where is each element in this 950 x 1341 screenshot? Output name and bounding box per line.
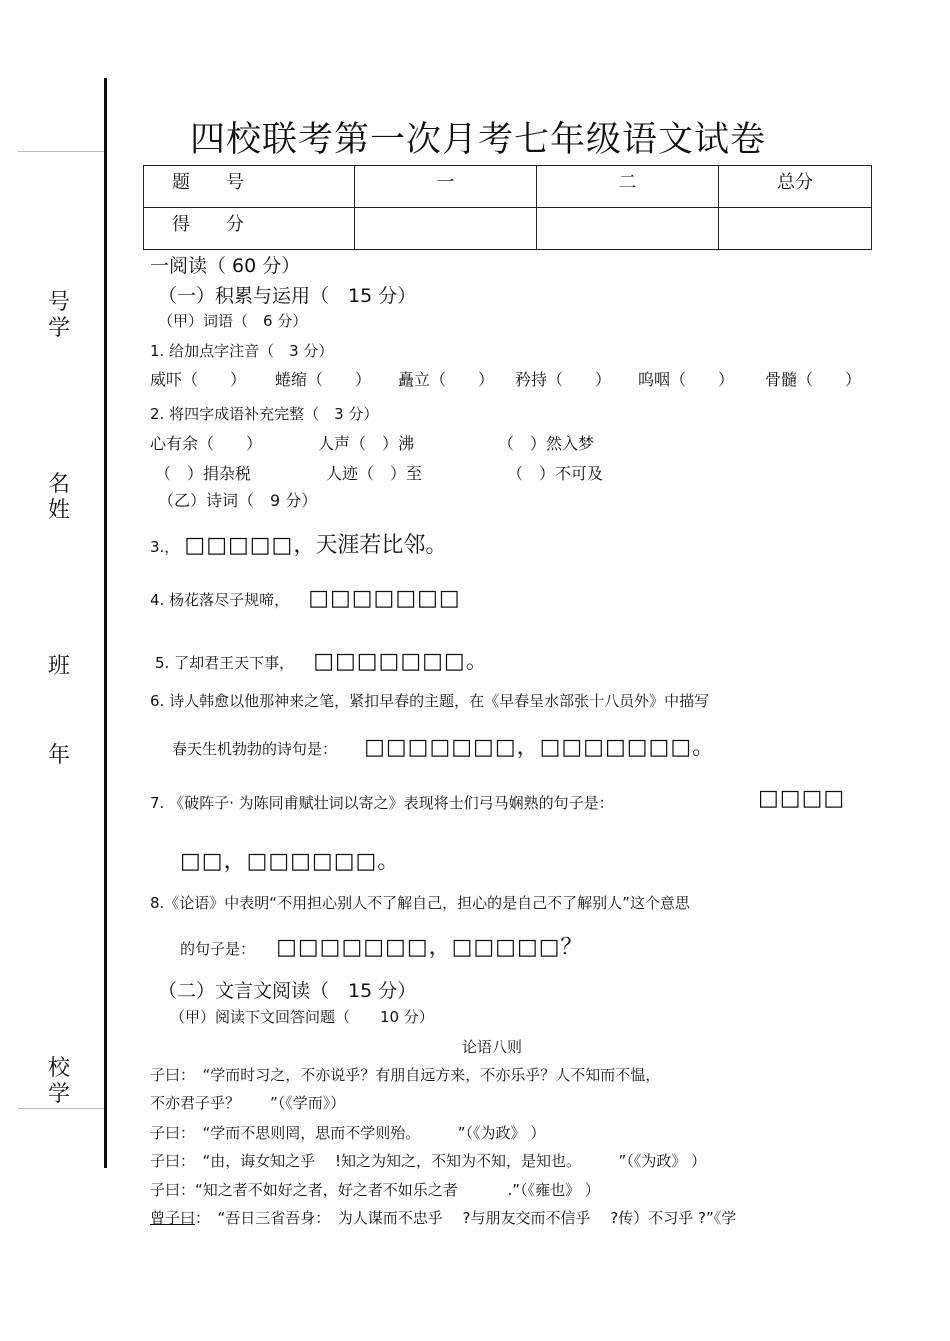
- question-8: 8.《论语》中表明“不用担心别人不了解自己，担心的是自己不了解别人”这个意思: [150, 894, 690, 912]
- q2-item: 人声（ ）沸: [318, 434, 415, 453]
- q2-item: 人迹（ ）至: [326, 464, 423, 483]
- answer-boxes[interactable]: □□□□□□□。: [313, 649, 489, 674]
- passage-line: 子曰：“知之者不如好之者，好之者不如乐之者 .”（《雍也》 ）: [150, 1181, 600, 1199]
- q2-item: 心有余（ ）: [150, 434, 263, 453]
- question-2: 2. 将四字成语补充完整（ 3 分）: [150, 405, 379, 423]
- sidebar-label-name: 名姓: [47, 472, 70, 523]
- margin-rule-top: [18, 151, 104, 152]
- q2-item: （ ）捐杂税: [155, 464, 252, 483]
- page-title: 四校联考第一次月考七年级语文试卷: [190, 120, 767, 160]
- sidebar-label-grade: 年: [47, 743, 70, 768]
- subsection-vocab-heading: （甲）词语（ 6 分）: [158, 312, 308, 330]
- question-4: 4. 杨花落尽子规啼， □□□□□□□: [150, 586, 461, 611]
- passage-line: 子曰： “学而时习之，不亦说乎？有朋自远方来，不亦乐乎？人不知而不愠，: [150, 1066, 661, 1084]
- score-table: [143, 165, 872, 250]
- margin-rule-bottom: [18, 1108, 104, 1109]
- score-cell-part2[interactable]: [537, 208, 719, 250]
- speaker-zengzi: 曾子曰: [150, 1209, 196, 1227]
- q1-item: 骨髓（ ）: [765, 370, 862, 389]
- score-cell-part1[interactable]: [355, 208, 537, 250]
- question-6: 6. 诗人韩愈以他那神来之笔，紧扣早春的主题，在《早春呈水部张十八员外》中描写: [150, 692, 710, 710]
- question-6-answer-line: 春天生机勃勃的诗句是： □□□□□□□，□□□□□□□。: [172, 735, 716, 760]
- binding-line: [104, 78, 107, 1168]
- score-table-row-label: 得 分: [144, 208, 355, 250]
- q1-item: 矗立（ ）: [398, 370, 495, 389]
- question-3: 3.， □□□□□，天涯若比邻。: [150, 533, 448, 558]
- passage-line: 子曰： “由，诲女知之乎 !知之为知之，不知为不知，是知也。 ”（《为政》 ）: [150, 1152, 707, 1170]
- score-table-header-cell: 一: [355, 166, 537, 208]
- passage-title: 论语八则: [462, 1038, 523, 1056]
- sidebar-label-school: 校学: [47, 1056, 70, 1107]
- q1-item: 矜持（ ）: [515, 370, 612, 389]
- answer-boxes[interactable]: □□□□□□□，□□□□□□□。: [364, 735, 716, 760]
- q1-item: 呜咽（ ）: [638, 370, 735, 389]
- sidebar-label-student-number: 号学: [47, 290, 70, 341]
- passage-line: 曾子曰： “吾日三省吾身： 为人谋而不忠乎 ?与朋友交而不信乎 ?传）不习乎 ?”《学: [150, 1209, 737, 1227]
- sidebar-label-class: 班: [47, 654, 70, 679]
- score-table-header-cell: 二: [537, 166, 719, 208]
- answer-boxes[interactable]: □□□□□□□: [308, 586, 461, 611]
- question-7: 7. 《破阵子· 为陈同甫赋壮词以寄之》表现将士们弓马娴熟的句子是：: [150, 794, 614, 812]
- subsection-classical-jia: （甲）阅读下文回答问题（ 10 分）: [170, 1008, 434, 1026]
- section-classical-heading: （二）文言文阅读（ 15 分）: [158, 980, 417, 1002]
- q1-item: 蜷缩（ ）: [275, 370, 372, 389]
- answer-boxes[interactable]: □□□□□: [184, 533, 294, 558]
- score-cell-total[interactable]: [719, 208, 872, 250]
- score-table-header-cell: 题 号: [144, 166, 355, 208]
- subsection-poetry-heading: （乙）诗词（ 9 分）: [158, 491, 318, 510]
- question-1: 1. 给加点字注音（ 3 分）: [150, 342, 334, 360]
- answer-boxes[interactable]: □□□□: [758, 786, 846, 811]
- score-table-score-row: [144, 208, 872, 250]
- score-table-header-cell: 总分: [719, 166, 872, 208]
- passage-line: 子曰： “学而不思则罔，思而不学则殆。 ”（《为政》 ）: [150, 1124, 546, 1142]
- q2-item: （ ）不可及: [507, 464, 604, 483]
- q2-item: （ ）然入梦: [498, 434, 595, 453]
- question-8-answer-line: 的句子是： □□□□□□□，□□□□□？: [180, 935, 584, 960]
- question-5: 5. 了却君王天下事， □□□□□□□。: [155, 649, 489, 674]
- answer-boxes[interactable]: □□，□□□□□□。: [180, 849, 401, 874]
- section-reading-heading: 一阅读（ 60 分）: [150, 255, 301, 277]
- passage-line: 不亦君子乎？ ”（《学而》）: [150, 1094, 346, 1112]
- section-accumulation-heading: （一）积累与运用（ 15 分）: [158, 285, 417, 307]
- answer-boxes[interactable]: □□□□□□□，□□□□□？: [276, 935, 584, 960]
- score-table-header-row: [144, 166, 872, 208]
- q1-item: 威吓（ ）: [150, 370, 247, 389]
